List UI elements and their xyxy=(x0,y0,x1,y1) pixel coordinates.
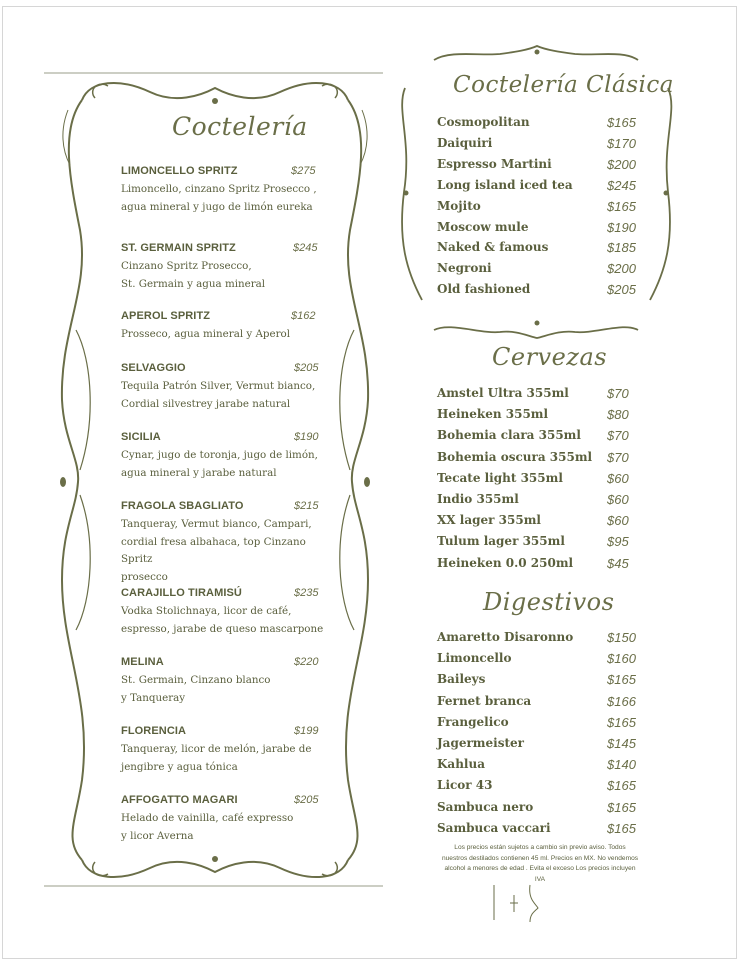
cerveza-name: Heineken 0.0 250ml xyxy=(437,555,574,570)
clasica-row xyxy=(437,199,647,219)
clasica-name: Negroni xyxy=(437,261,492,276)
clasica-price: $185 xyxy=(607,240,636,256)
clasica-price: $200 xyxy=(607,156,636,172)
clasica-price: $205 xyxy=(607,282,636,298)
cocktail-name: FLORENCIA xyxy=(121,725,187,737)
cocktail-item xyxy=(121,656,331,707)
clasica-price: $165 xyxy=(607,198,636,214)
clasica-name: Daiquiri xyxy=(437,135,493,150)
cerveza-name: XX lager 355ml xyxy=(437,513,541,528)
cervezas-title: Cervezas xyxy=(492,343,608,371)
cerveza-price: $70 xyxy=(607,386,629,401)
cerveza-name: Indio 355ml xyxy=(437,492,519,506)
cerveza-price: $60 xyxy=(607,513,629,529)
digestivo-price: $160 xyxy=(607,651,636,667)
digestivo-row xyxy=(437,672,647,692)
cocktail-name: FRAGOLA SBAGLIATO xyxy=(121,500,244,512)
cerveza-row xyxy=(437,407,647,427)
cocktail-price: $275 xyxy=(291,165,316,177)
cerveza-price: $70 xyxy=(607,449,629,465)
cocktail-item xyxy=(121,794,331,845)
cocktail-description: Helado de vainilla, café expresso y licor Averna xyxy=(121,812,294,842)
clasica-name: Cosmopolitan xyxy=(437,115,530,129)
cocktail-price: $220 xyxy=(294,656,319,668)
cerveza-row xyxy=(437,556,647,576)
cocktail-description: Limoncello, cinzano Spritz Prosecco , agua mineral y jugo de limón eureka xyxy=(121,183,317,213)
clasica-price: $170 xyxy=(607,135,636,151)
cocktail-price: $199 xyxy=(294,725,319,737)
digestivo-name: Licor 43 xyxy=(437,778,493,793)
clasica-name: Espresso Martini xyxy=(437,156,552,171)
digestivo-name: Frangelico xyxy=(437,714,509,729)
cocktail-name: MELINA xyxy=(121,656,164,668)
digestivos-title: Digestivos xyxy=(483,588,615,616)
digestivo-price: $165 xyxy=(607,672,636,688)
cocktail-price: $205 xyxy=(294,362,319,374)
digestivo-price: $165 xyxy=(607,714,636,730)
digestivo-row xyxy=(437,715,647,735)
clasica-row xyxy=(437,178,647,198)
digestivo-row xyxy=(437,821,647,841)
digestivo-price: $145 xyxy=(607,736,636,751)
digestivo-row xyxy=(437,694,647,714)
cocktail-description: St. Germain, Cinzano blanco y Tanqueray xyxy=(121,674,271,704)
cocktail-price: $245 xyxy=(293,242,318,254)
cerveza-price: $80 xyxy=(607,407,629,423)
cerveza-name: Amstel Ultra 355ml xyxy=(437,386,569,400)
cocktail-name: SICILIA xyxy=(121,431,161,443)
cocktail-description: Cinzano Spritz Prosecco, St. Germain y agua mineral xyxy=(121,260,266,290)
clasica-price: $200 xyxy=(607,261,636,277)
digestivo-row xyxy=(437,800,647,820)
digestivo-name: Sambuca nero xyxy=(437,799,534,814)
digestivo-price: $140 xyxy=(607,757,636,773)
digestivo-price: $165 xyxy=(607,778,636,794)
cocktail-item xyxy=(121,587,331,638)
digestivo-price: $165 xyxy=(607,799,636,815)
clasica-name: Mojito xyxy=(437,198,481,213)
clasica-row xyxy=(437,261,647,281)
cerveza-row xyxy=(437,492,647,512)
cocktail-description: Tequila Patrón Silver, Vermut bianco, Cordial silvestrey jarabe natural xyxy=(121,380,316,410)
digestivo-price: $165 xyxy=(607,820,636,836)
digestivo-price: $150 xyxy=(607,630,636,645)
cocktail-price: $215 xyxy=(294,500,319,512)
cerveza-row xyxy=(437,386,647,406)
cocktail-price: $235 xyxy=(294,587,319,599)
cocktail-item xyxy=(121,165,331,216)
digestivo-row xyxy=(437,736,647,756)
cocktail-item xyxy=(121,242,331,293)
cocktail-price: $162 xyxy=(291,310,316,322)
cerveza-row xyxy=(437,428,647,448)
cocteleria-clasica-title: Coctelería Clásica xyxy=(453,72,674,98)
clasica-row xyxy=(437,282,647,302)
cerveza-row xyxy=(437,513,647,533)
cerveza-price: $70 xyxy=(607,428,629,444)
clasica-row xyxy=(437,220,647,240)
cocktail-name: CARAJILLO TIRAMISÚ xyxy=(121,587,242,599)
clasica-row xyxy=(437,157,647,177)
digestivo-name: Fernet branca xyxy=(437,693,532,708)
digestivo-row xyxy=(437,757,647,777)
cocktail-item xyxy=(121,500,331,586)
cerveza-name: Tecate light 355ml xyxy=(437,470,563,485)
cocktail-item xyxy=(121,310,331,344)
clasica-price: $165 xyxy=(607,115,636,130)
cerveza-price: $60 xyxy=(607,470,629,486)
clasica-row xyxy=(437,240,647,260)
clasica-name: Long island iced tea xyxy=(437,177,573,192)
cerveza-name: Heineken 355ml xyxy=(437,407,549,422)
cocktail-name: AFFOGATTO MAGARI xyxy=(121,794,238,806)
cocktail-name: ST. GERMAIN SPRITZ xyxy=(121,242,236,254)
digestivo-name: Amaretto Disaronno xyxy=(437,630,574,644)
cerveza-price: $60 xyxy=(607,492,629,507)
cocktail-description: Prosseco, agua mineral y Aperol xyxy=(121,328,291,340)
digestivo-name: Jagermeister xyxy=(437,736,524,750)
digestivo-row xyxy=(437,630,647,650)
cocktail-description: Tanqueray, Vermut bianco, Campari, cordial fresa albahaca, top Cinzano Spritz prosecco xyxy=(121,518,312,583)
digestivo-name: Baileys xyxy=(437,672,486,687)
clasica-name: Naked & famous xyxy=(437,240,549,255)
cerveza-price: $95 xyxy=(607,534,629,550)
digestivo-row xyxy=(437,651,647,671)
cerveza-name: Tulum lager 355ml xyxy=(437,534,565,549)
cocteleria-title: Coctelería xyxy=(172,112,308,141)
cocktail-item xyxy=(121,725,331,776)
digestivo-name: Limoncello xyxy=(437,651,512,666)
cerveza-row xyxy=(437,471,647,491)
clasica-price: $190 xyxy=(607,219,636,235)
cocktail-description: Cynar, jugo de toronja, jugo de limón, agua mineral y jarabe natural xyxy=(121,449,318,479)
cocktail-name: LIMONCELLO SPRITZ xyxy=(121,165,238,177)
footer-note: Los precios están sujetos a cambio sin previo aviso. Todos nuestros destilados contienen 45 ml. Precios en MX. No vendemos alcohol a menores de edad . Evita el exceso Los precios incluyen IVA xyxy=(441,844,639,883)
cocktail-description: Vodka Stolichnaya, licor de café, espresso, jarabe de queso mascarpone xyxy=(121,605,324,635)
clasica-name: Moscow mule xyxy=(437,219,529,234)
clasica-row xyxy=(437,136,647,156)
cerveza-name: Bohemia clara 355ml xyxy=(437,428,581,443)
clasica-row xyxy=(437,115,647,135)
digestivo-name: Kahlua xyxy=(437,757,485,772)
cocktail-name: SELVAGGIO xyxy=(121,362,186,374)
clasica-price: $245 xyxy=(607,177,636,193)
cerveza-row xyxy=(437,450,647,470)
cerveza-price: $45 xyxy=(607,555,629,571)
clasica-name: Old fashioned xyxy=(437,282,531,297)
cocktail-price: $190 xyxy=(294,431,319,443)
cerveza-name: Bohemia oscura 355ml xyxy=(437,449,593,464)
cocktail-description: Tanqueray, licor de melón, jarabe de jengibre y agua tónica xyxy=(121,743,312,773)
digestivo-row xyxy=(437,778,647,798)
cocktail-item xyxy=(121,362,331,413)
cocktail-item xyxy=(121,431,331,482)
digestivo-name: Sambuca vaccari xyxy=(437,820,551,835)
digestivo-price: $166 xyxy=(607,693,636,709)
cocktail-price: $205 xyxy=(294,794,319,806)
cocktail-name: APEROL SPRITZ xyxy=(121,310,211,322)
cerveza-row xyxy=(437,534,647,554)
